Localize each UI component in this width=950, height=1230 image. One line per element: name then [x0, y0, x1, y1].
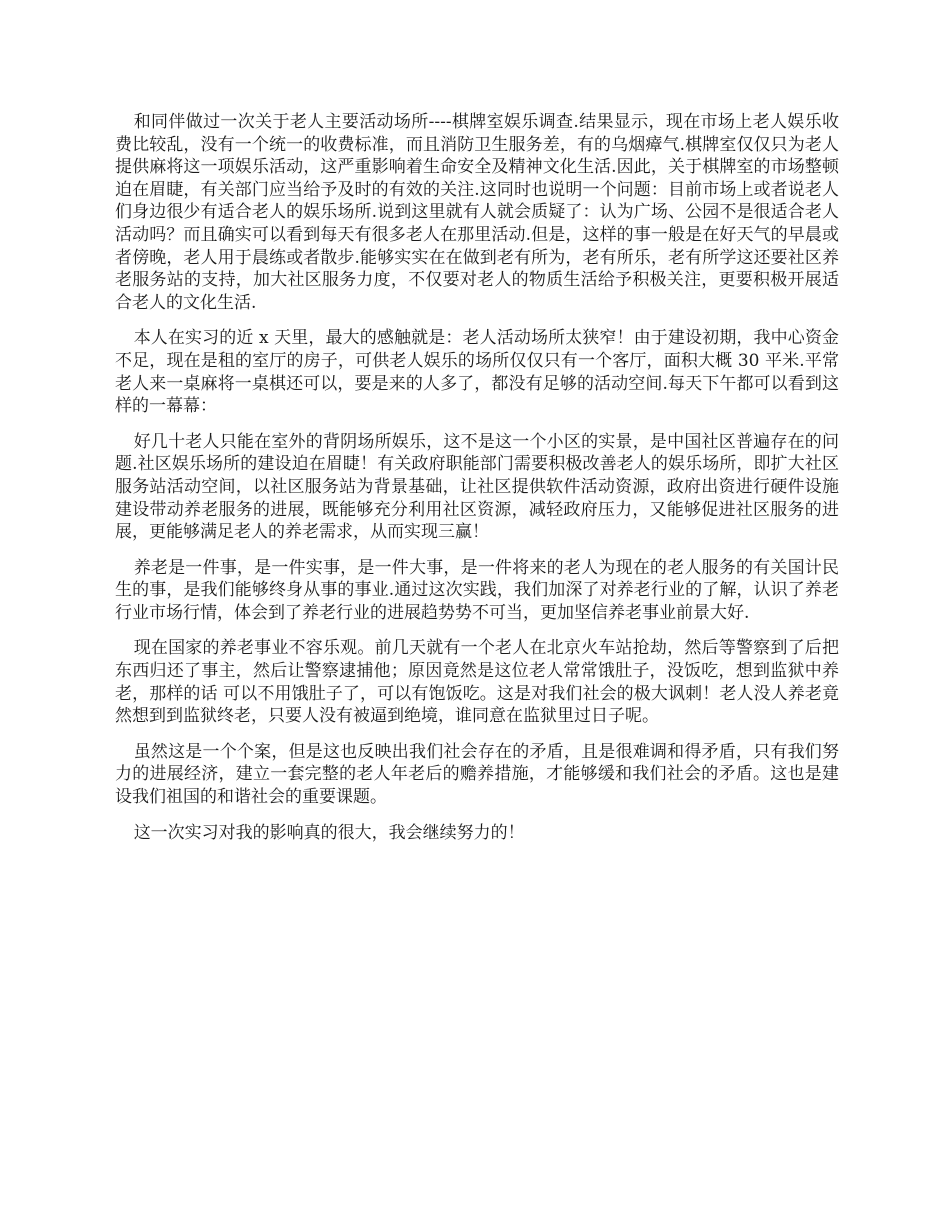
paragraph-6: 虽然这是一个个案，但是这也反映出我们社会存在的矛盾，且是很难调和得矛盾，只有我们努力的进展经济，建立一套完整的老人年老后的赡养措施，才能够缓和我们社会的矛盾。这也是建设我们祖国的和谐社会的重要课题。 — [115, 741, 839, 808]
paragraph-2: 本人在实习的近 x 天里，最大的感触就是：老人活动场所太狭窄！由于建设初期，我中心资金不足，现在是租的室厅的房子，可供老人娱乐的场所仅仅只有一个客厅，面积大概 30 平米.平常老人来一桌麻将一桌棋还可以，要是来的人多了，都没有足够的活动空间.每天下午都可以看到这样的一幕幕： — [115, 328, 839, 417]
paragraph-3: 好几十老人只能在室外的背阴场所娱乐，这不是这一个小区的实景，是中国社区普遍存在的问题.社区娱乐场所的建设迫在眉睫！有关政府职能部门需要积极改善老人的娱乐场所，即扩大社区服务站活动空间，以社区服务站为背景基础，让社区提供软件活动资源，政府出资进行硬件设施建设带动养老服务的进展，既能够充分利用社区资源，减轻政府压力，又能够促进社区服务的进展，更能够满足老人的养老需求，从而实现三赢！ — [115, 431, 839, 543]
document-body — [115, 111, 839, 857]
paragraph-1: 和同伴做过一次关于老人主要活动场所----棋牌室娱乐调查.结果显示，现在市场上老人娱乐收费比较乱，没有一个统一的收费标准，而且消防卫生服务差，有的乌烟瘴气.棋牌室仅仅只为老人提供麻将这一项娱乐活动，这严重影响着生命安全及精神文化生活.因此，关于棋牌室的市场整顿迫在眉睫，有关部门应当给予及时的有效的关注.这同时也说明一个问题：目前市场上或者说老人们身边很少有适合老人的娱乐场所.说到这里就有人就会质疑了：认为广场、公园不是很适合老人活动吗？而且确实可以看到每天有很多老人在那里活动.但是，这样的事一般是在好天气的早晨或者傍晚，老人用于晨练或者散步.能够实实在在做到老有所为，老有所乐，老有所学这还要社区养老服务站的支持，加大社区服务力度，不仅要对老人的物质生活给予积极关注，更要积极开展适合老人的文化生活. — [115, 112, 839, 313]
paragraph-4: 养老是一件事，是一件实事，是一件大事，是一件将来的老人为现在的老人服务的有关国计民生的事，是我们能够终身从事的事业.通过这次实践，我们加深了对养老行业的了解，认识了养老行业市场行情，体会到了养老行业的进展趋势势不可当，更加坚信养老事业前景大好. — [115, 557, 839, 623]
paragraph-7: 这一次实习对我的影响真的很大，我会继续努力的！ — [133, 822, 525, 843]
paragraph-5: 现在国家的养老事业不容乐观。前几天就有一个老人在北京火车站抢劫，然后等警察到了后把东西归还了事主，然后让警察逮捕他；原因竟然是这位老人常常饿肚子，没饭吃，想到监狱中养老，那样的话 可以不用饿肚子了，可以有饱饭吃。这是对我们社会的极大讽刺！老人没人养老竟然想到到监狱终老，只要人没有被逼到绝境，谁同意在监狱里过日子呢。 — [115, 638, 839, 727]
